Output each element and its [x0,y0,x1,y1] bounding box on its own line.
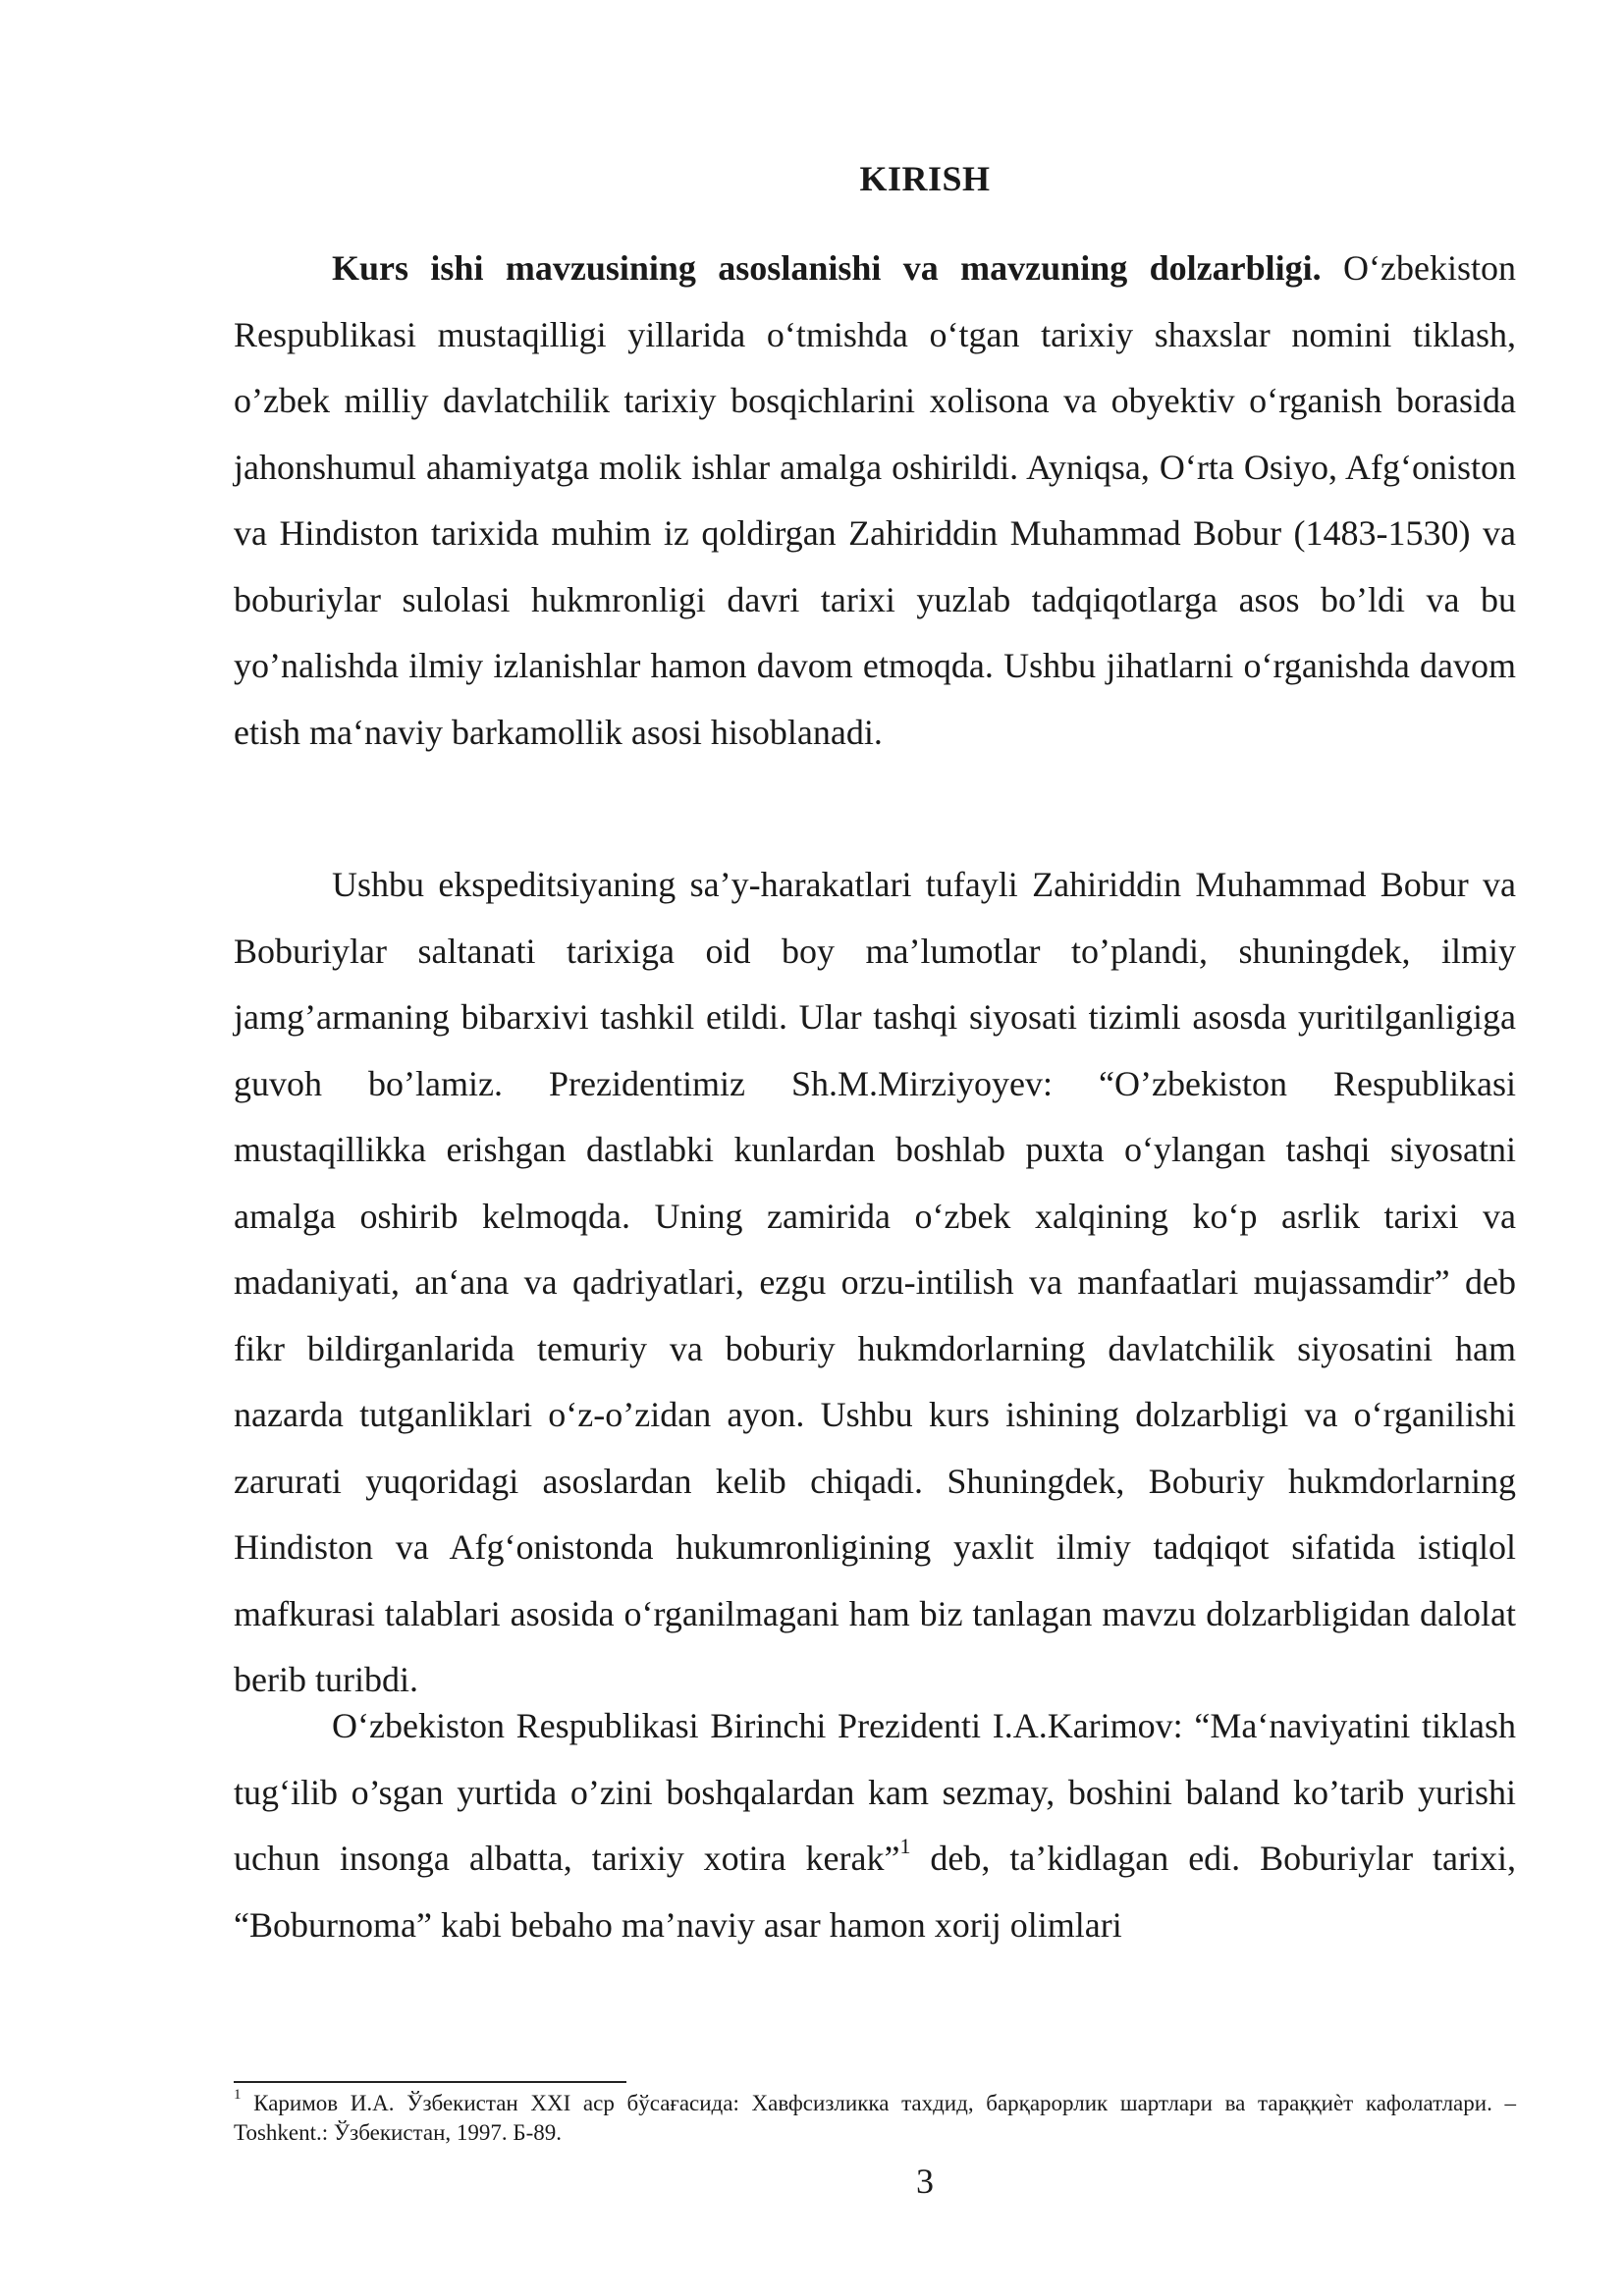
paragraph-karimov-quote [234,1693,1516,1958]
page-number: 3 [916,2162,934,2201]
footnote-text: Каримов И.А. Ўзбекистан XXI аср бўсағасида: Хавфсизликка тахдид, барқарорлик шартлари ва тараққиѐт кафолатлари. – Toshkent.: Ўзбекистан, 1997. Б-89. [234,2091,1516,2145]
quote-text: O‘zbekiston Respublikasi Birinchi Prezidenti I.A.Karimov: “Ma‘naviyatini tiklash tug‘ilib o’sgan yurtida o’zini boshqalardan kam sezmay, boshini baland ko’tarib yurishi uchun insonga albatta, tarixiy xotira kerak” [234,1706,1516,1878]
footnote-marker: 1 [234,2087,242,2104]
paragraph-lead: Kurs ishi mavzusining asoslanishi va mavzuning dolzarbligi. [332,248,1322,288]
footnote-separator [234,2081,626,2083]
paragraph-intro [234,236,1516,766]
footnote [234,2089,1516,2148]
paragraph-expedition-text: Ushbu ekspeditsiyaning sa’y-harakatlari tufayli Zahiriddin Muhammad Bobur va Boburiylar saltanati tarixiga oid boy ma’lumotlar to’plandi, shuningdek, ilmiy jamg’armaning bibarxivi tashkil etildi. Ular tashqi siyosati tizimli asosda yuritilganligiga guvoh bo’lamiz. Prezidentimiz Sh.M.Mirziyoyev: “O’zbekiston Respublikasi mustaqillikka erishgan dastlabki kunlardan boshlab puxta o‘ylangan tashqi siyosatni amalga oshirib kelmoqda. Uning zamirida o‘zbek xalqining ko‘p asrlik tarixi va madaniyati, an‘ana va qadriyatlari, ezgu orzu-intilish va manfaatlari mujassamdir” deb fikr bildirganlarida temuriy va boburiy hukmdorlarning davlatchilik siyosatini ham nazarda tutganliklari o‘z-o’zidan ayon. Ushbu kurs ishining dolzarbligi va o‘rganilishi zarurati yuqoridagi asoslardan kelib chiqadi. Shuningdek, Boburiy hukmdorlarning Hindiston va Afg‘onistonda hukumronligining yaxlit ilmiy tadqiqot sifatida istiqlol mafkurasi talablari asosida o‘rganilmagani ham biz tanlagan mavzu dolzarbligidan dalolat berib turibdi. [234,865,1516,1699]
paragraph-expedition [234,852,1516,1714]
paragraph-intro-text: O‘zbekiston Respublikasi mustaqilligi yillarida o‘tmishda o‘tgan tarixiy shaxslar nomini tiklash, o’zbek milliy davlatchilik tarixiy bosqichlarini xolisona va obyektiv o‘rganish borasida jahonshumul ahamiyatga molik ishlar amalga oshirildi. Ayniqsa, O‘rta Osiyo, Afg‘oniston va Hindiston tarixida muhim iz qoldirgan Zahiriddin Muhammad Bobur (1483-1530) va boburiylar sulolasi hukmronligi davri tarixi yuzlab tadqiqotlarga asos bo’ldi va bu yo’nalishda ilmiy izlanishlar hamon davom etmoqda. Ushbu jihatlarni o‘rganishda davom etish ma‘naviy barkamollik asosi hisoblanadi. [234,248,1516,752]
quote-continuation: deb, ta’kidlagan edi. Boburiylar tarixi, “Boburnoma” kabi bebaho ma’naviy asar hamon xorij olimlari [234,1839,1516,1945]
footnote-reference[interactable]: 1 [899,1834,911,1858]
page-heading: KIRISH [859,159,991,198]
